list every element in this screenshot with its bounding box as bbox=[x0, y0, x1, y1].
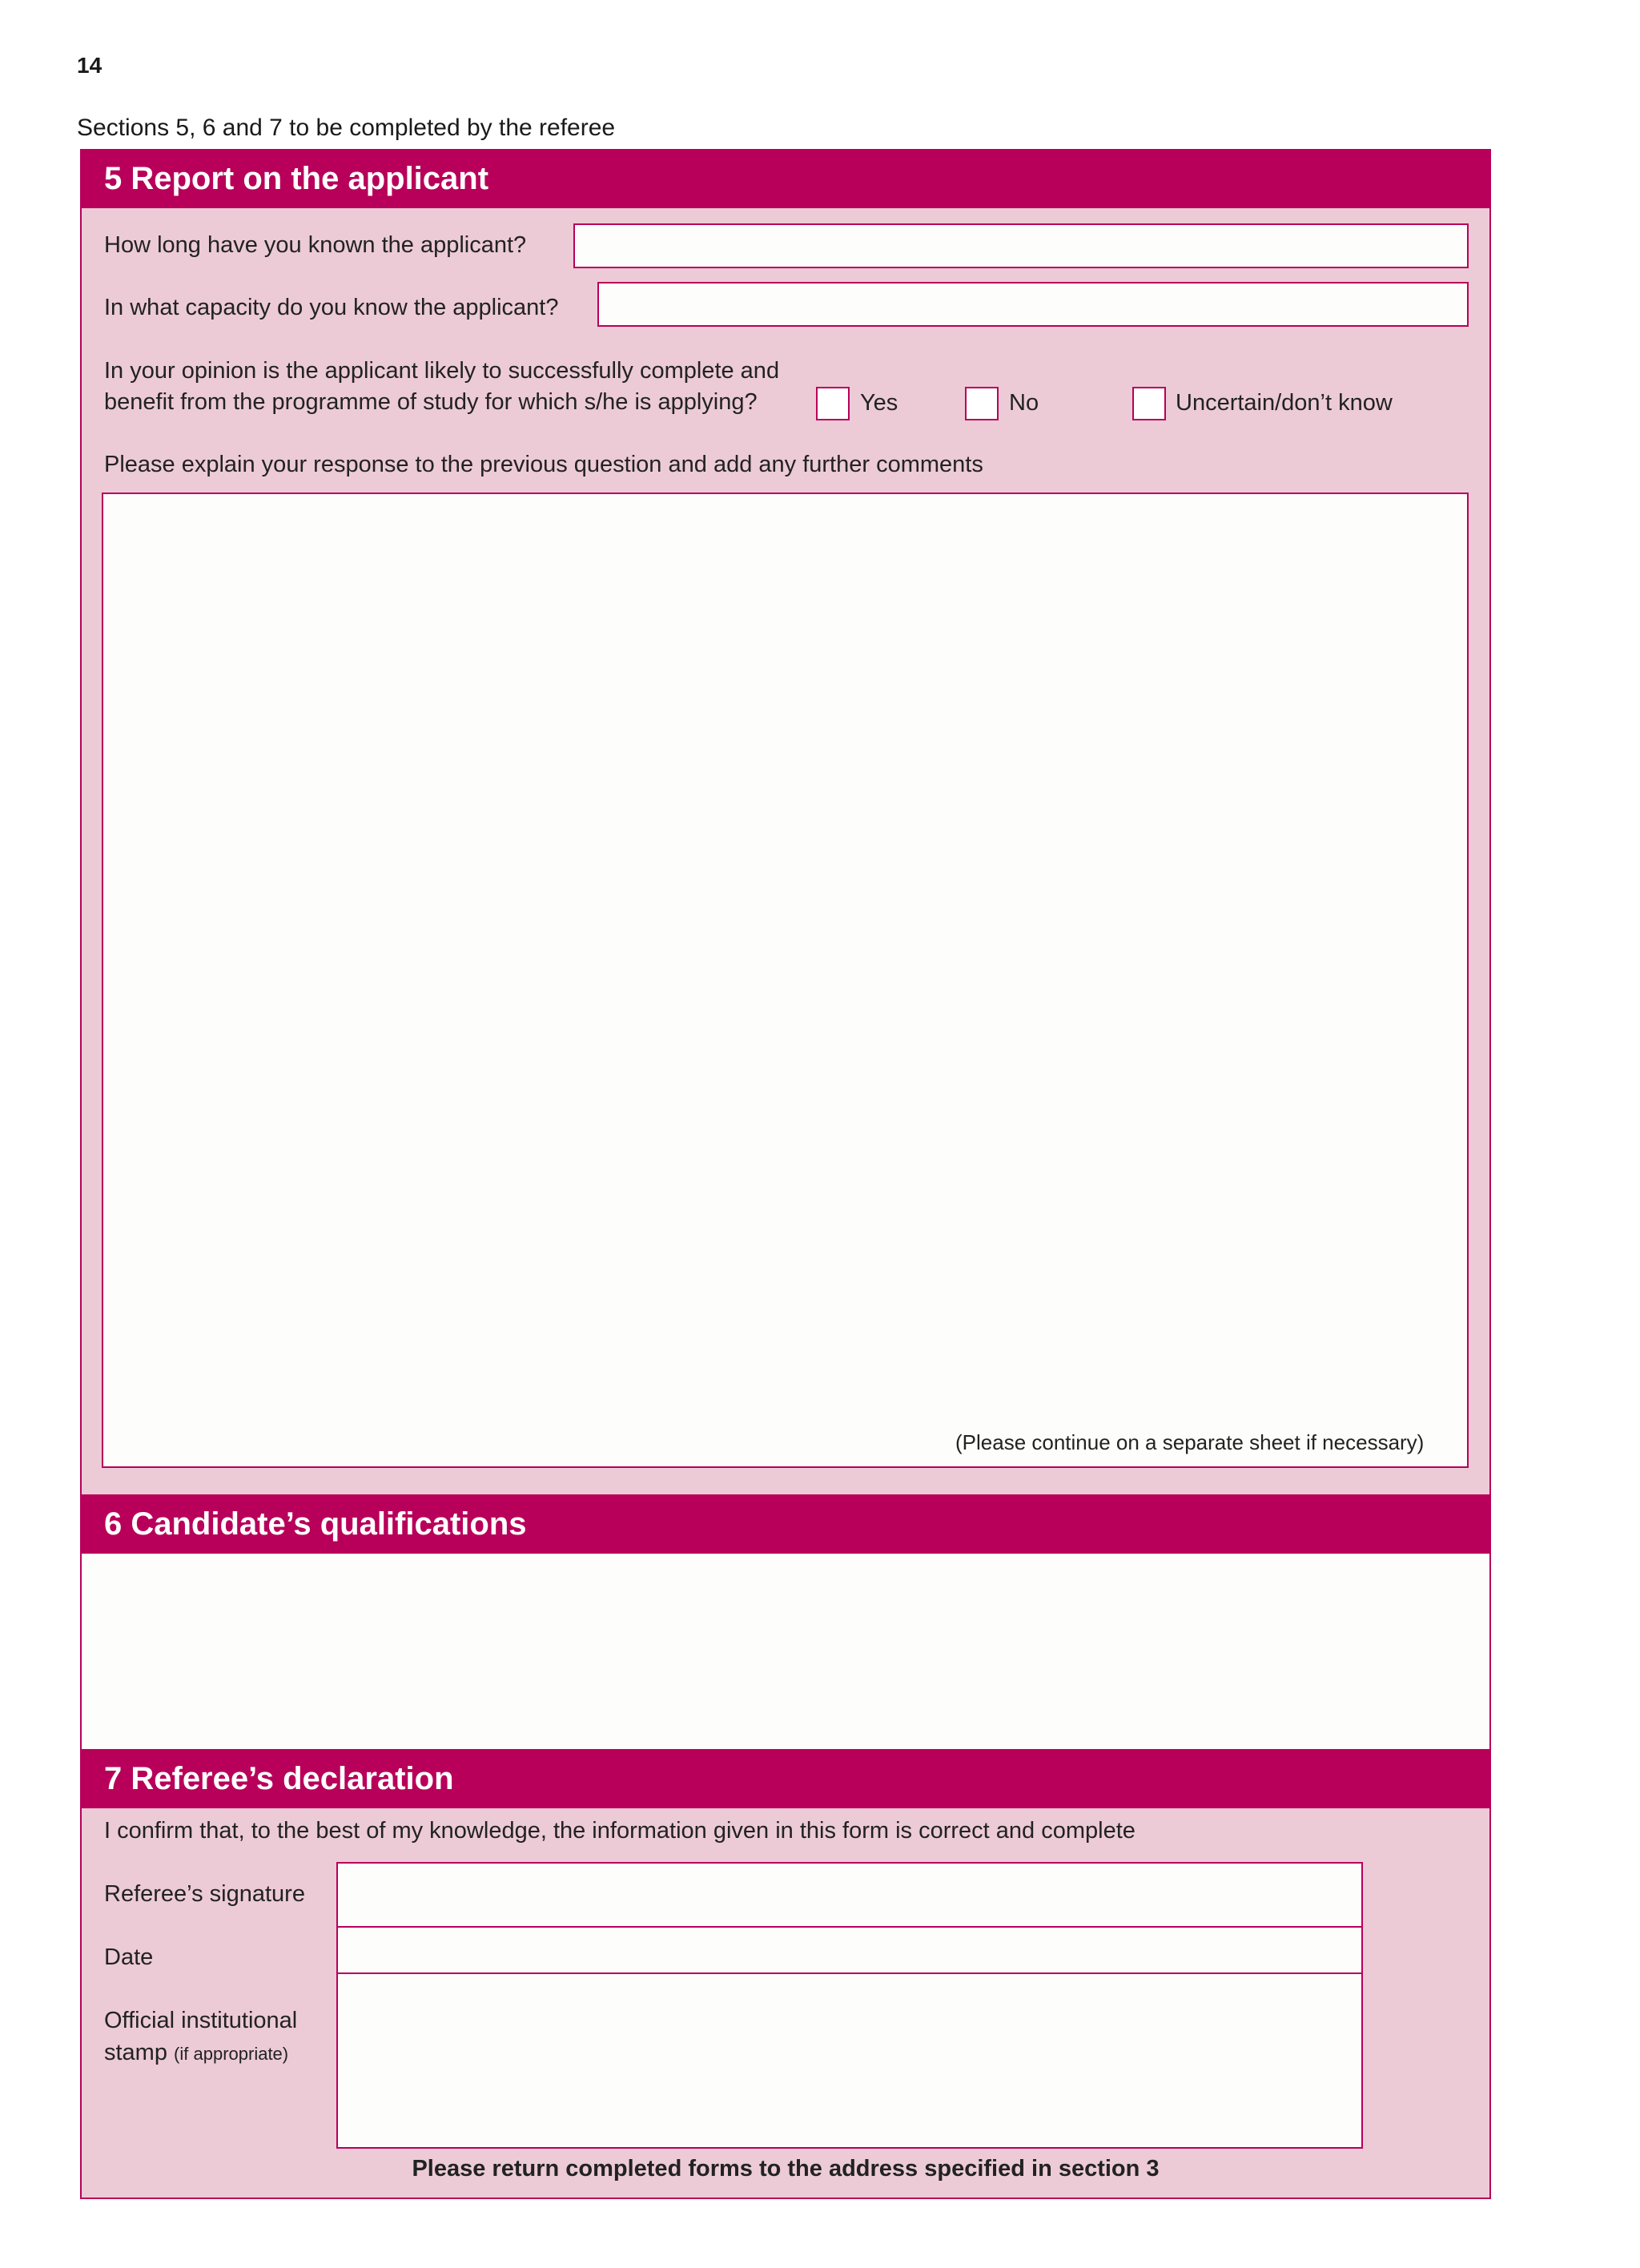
intro-text: Sections 5, 6 and 7 to be completed by the referee bbox=[77, 115, 616, 141]
signature-label: Referee’s signature bbox=[104, 1881, 305, 1907]
stamp-field[interactable] bbox=[336, 1972, 1363, 2149]
qualifications-area[interactable] bbox=[82, 1554, 1489, 1749]
no-checkbox[interactable] bbox=[965, 387, 999, 420]
explain-label: Please explain your response to the previous question and add any further comments bbox=[104, 452, 983, 477]
stamp-note: (if appropriate) bbox=[174, 2044, 289, 2064]
continue-note: (Please continue on a separate sheet if necessary) bbox=[955, 1430, 1425, 1454]
section-6-header: 6 Candidate’s qualifications bbox=[80, 1494, 1491, 1554]
date-field[interactable] bbox=[336, 1926, 1363, 1974]
comments-textarea[interactable] bbox=[102, 493, 1469, 1468]
section-7-header: 7 Referee’s declaration bbox=[80, 1749, 1491, 1808]
known-long-field[interactable] bbox=[573, 223, 1469, 268]
section-5-header: 5 Report on the applicant bbox=[80, 149, 1491, 208]
uncertain-label: Uncertain/don’t know bbox=[1176, 390, 1393, 416]
opinion-question-line2: benefit from the programme of study for which s/he is applying? bbox=[104, 389, 758, 415]
footer-note: Please return completed forms to the address specified in section 3 bbox=[412, 2156, 1160, 2182]
signature-field[interactable] bbox=[336, 1862, 1363, 1928]
stamp-label-line2 bbox=[104, 2037, 288, 2070]
yes-checkbox[interactable] bbox=[816, 387, 850, 420]
no-label: No bbox=[1009, 390, 1039, 416]
capacity-label: In what capacity do you know the applicant? bbox=[104, 295, 559, 320]
date-label: Date bbox=[104, 1944, 154, 1970]
yes-label: Yes bbox=[860, 390, 898, 416]
confirm-text: I confirm that, to the best of my knowledge, the information given in this form is correct and complete bbox=[104, 1818, 1136, 1844]
uncertain-checkbox[interactable] bbox=[1132, 387, 1166, 420]
capacity-field[interactable] bbox=[597, 282, 1469, 327]
page-number: 14 bbox=[77, 53, 102, 78]
opinion-question-line1: In your opinion is the applicant likely to successfully complete and bbox=[104, 358, 780, 384]
stamp-label-text: stamp bbox=[104, 2040, 167, 2065]
stamp-label-line1: Official institutional bbox=[104, 2008, 298, 2033]
known-long-label: How long have you known the applicant? bbox=[104, 232, 527, 258]
